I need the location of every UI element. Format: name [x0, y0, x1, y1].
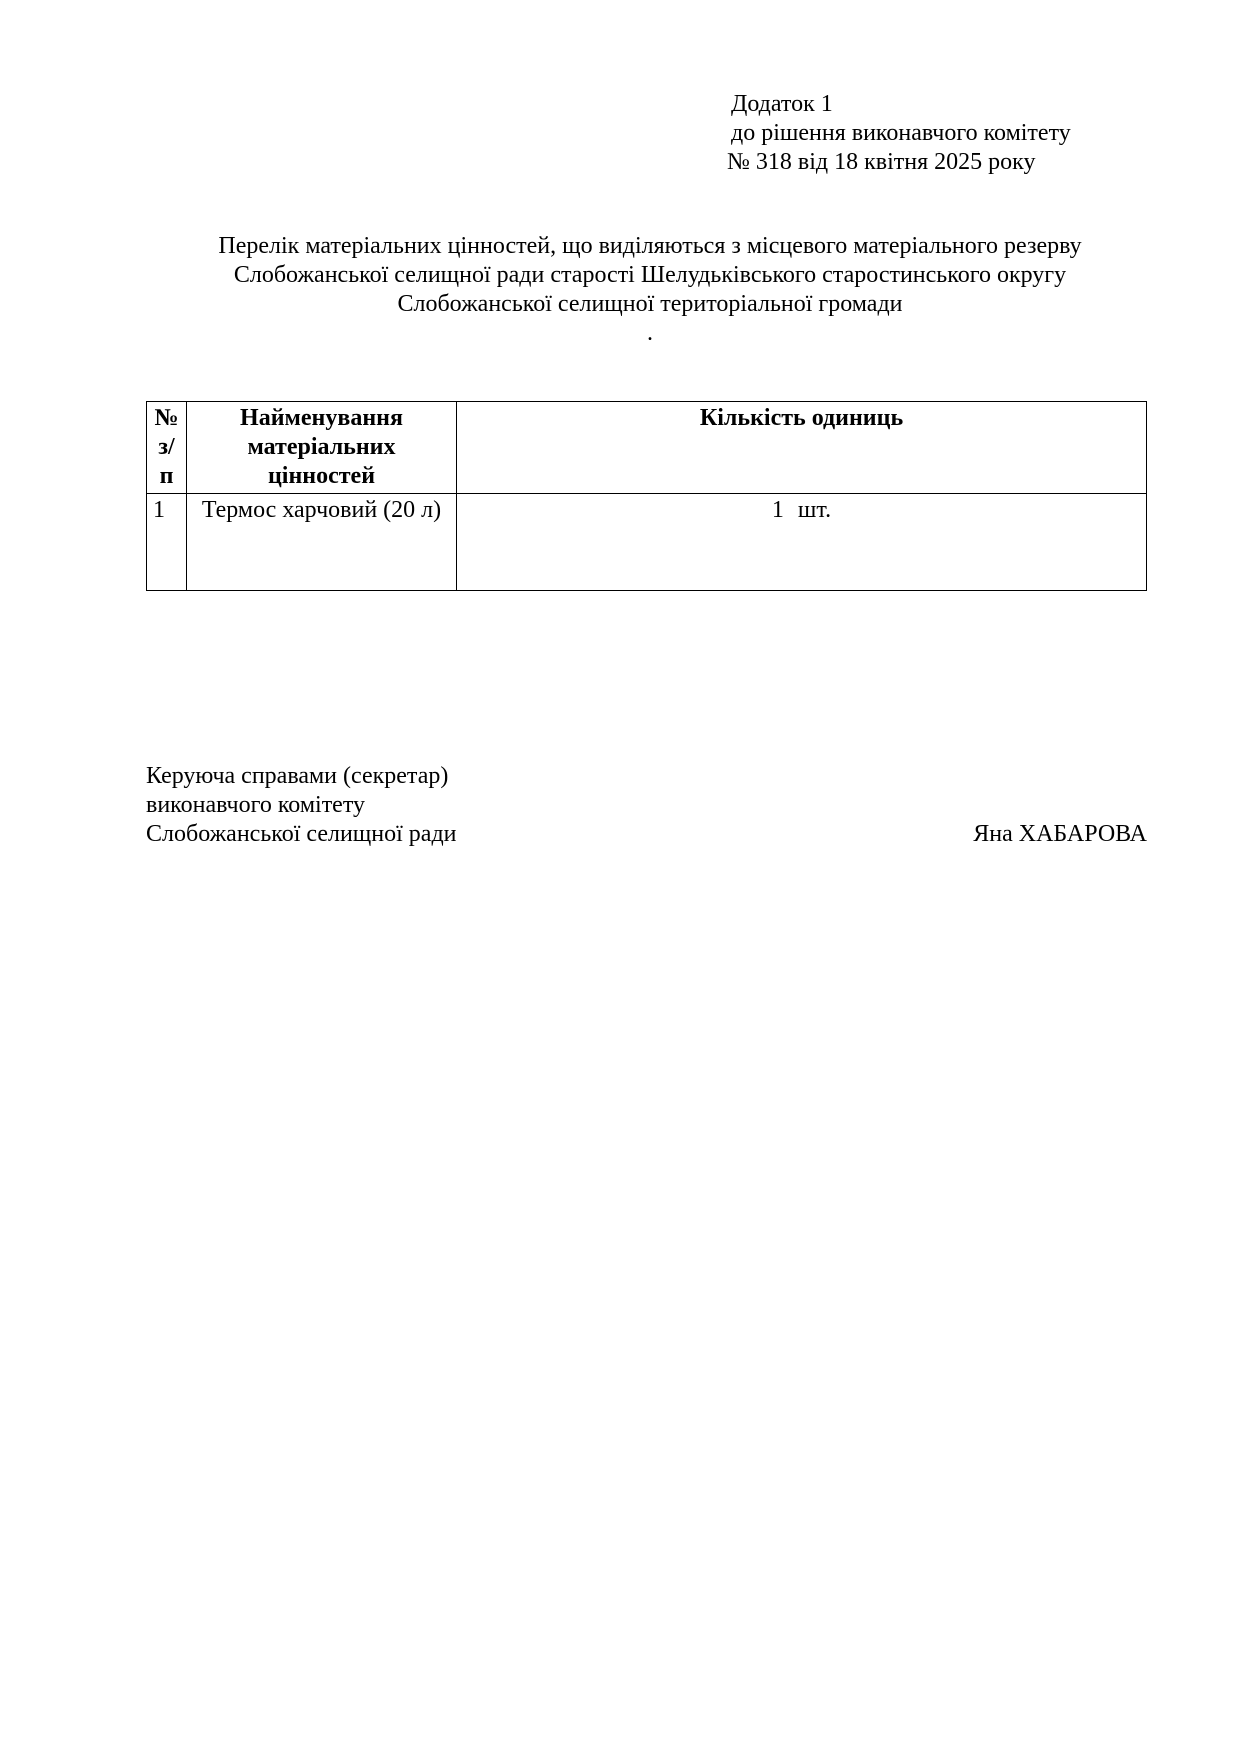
- title-line-2: Слобожанської селищної ради старості Шелудьківського старостинського округу: [233, 262, 1067, 288]
- table-row: [147, 494, 1147, 591]
- header-qty: Кількість одиниць: [457, 402, 1147, 494]
- signatory-name: Яна ХАБАРОВА: [973, 821, 1147, 847]
- signature-block: [146, 762, 1147, 849]
- signature-last-row: [146, 820, 1147, 849]
- document-title: [140, 232, 1160, 348]
- title-line-1: Перелік матеріальних цінностей, що виділяються з місцевого матеріального резерву: [218, 233, 1082, 259]
- row-qty-value: 1: [771, 497, 784, 523]
- header-name: Найменування матеріальних цінностей: [187, 402, 457, 494]
- annex-decision-date: № 318 від 18 квітня 2025 року: [727, 149, 1036, 175]
- materials-table: [146, 401, 1147, 591]
- row-num: 1: [147, 494, 187, 591]
- signature-position-2: виконавчого комітету: [146, 792, 365, 818]
- row-name: Термос харчовий (20 л): [187, 494, 457, 591]
- signature-position-3: Слобожанської селищної ради: [146, 821, 457, 847]
- title-line-3: Слобожанської селищної територіальної громади: [397, 291, 903, 317]
- row-qty-unit: шт.: [797, 497, 832, 523]
- annex-number: Додаток 1: [731, 91, 833, 117]
- header-num: № з/п: [147, 402, 187, 494]
- table-header-row: [147, 402, 1147, 494]
- annex-decision-ref: до рішення виконавчого комітету: [731, 120, 1071, 146]
- title-line-4: .: [647, 320, 653, 346]
- row-qty: [457, 494, 1147, 591]
- annex-block: [727, 90, 1071, 177]
- signature-position-1: Керуюча справами (секретар): [146, 763, 449, 789]
